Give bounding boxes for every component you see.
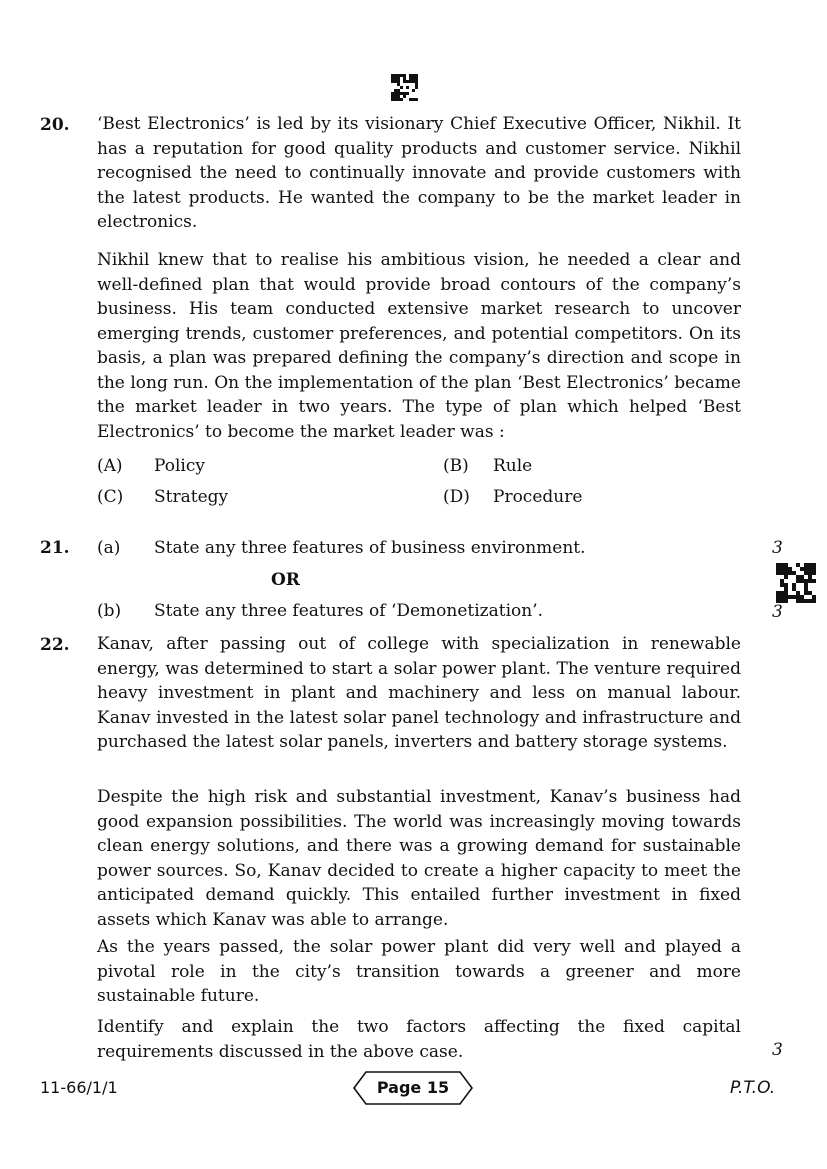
question-22-paragraph-2: Despite the high risk and substantial investment, Kanav’s business had good expansion possibilities. The world was increasingly moving towards clean energy solutions, and there was a growing demand for sustainable power sources. So, Kanav decided to create a higher capacity to meet the anticipated demand quickly. This entailed further investment in fixed assets which Kanav was able to arrange. [97, 787, 741, 930]
or-separator: OR [271, 570, 300, 590]
question-22-paragraph-3: As the years passed, the solar power plant did very well and played a pivotal role in the city’s transition towards a greener and more sustainable future. [97, 937, 741, 1006]
question-21-a-text: State any three features of business environment. [154, 538, 586, 558]
page-number: Page 15 [376, 1078, 450, 1097]
qr-code-icon [776, 563, 816, 603]
page-number-badge [352, 1070, 474, 1106]
question-22-paragraph-4: Identify and explain the two factors affecting the fixed capital requirements discussed in the above case. [97, 1017, 741, 1062]
paper-code: 11-66/1/1 [40, 1078, 118, 1097]
option-d-text: Procedure [493, 487, 583, 507]
question-21-a-label: (a) [97, 538, 121, 558]
option-c-text: Strategy [154, 487, 229, 507]
question-22-marks: 3 [772, 1040, 783, 1060]
option-a-label: (A) [97, 456, 123, 476]
option-b-label: (B) [443, 456, 469, 476]
question-21-b-marks: 3 [772, 602, 783, 622]
question-20-paragraph-2: Nikhil knew that to realise his ambitious vision, he needed a clear and well-defined plan that would provide broad contours of the company’s business. His team conducted extensive market research to uncover emerging trends, customer preferences, and potential competitors. On its basis, a plan was prepared defining the company’s direction and scope in the long run. On the implementation of the plan ‘Best Electronics’ became the market leader in two years. The type of plan which helped ‘Best Electronics’ to become the market leader was : [97, 250, 741, 442]
question-22-number: 22. [40, 635, 70, 655]
option-c-label: (C) [97, 487, 124, 507]
question-21-b-text: State any three features of ‘Demonetization’. [154, 601, 544, 621]
option-d-label: (D) [443, 487, 470, 507]
please-turn-over: P.T.O. [730, 1078, 776, 1098]
question-20-paragraph-1: ‘Best Electronics’ is led by its visionary Chief Executive Officer, Nikhil. It has a reputation for good quality products and customer service. Nikhil recognised the need to continually innovate and provide customers with the latest products. He wanted the company to be the market leader in electronics. [97, 114, 741, 232]
question-21-b-label: (b) [97, 601, 122, 621]
option-b-text: Rule [493, 456, 533, 476]
question-22-paragraph-1: Kanav, after passing out of college with specialization in renewable energy, was determined to start a solar power plant. The venture required heavy investment in plant and machinery and less on manual labour. Kanav invested in the latest solar panel technology and infrastructure and purchased the latest solar panels, inverters and battery storage systems. [97, 634, 741, 752]
option-a-text: Policy [154, 456, 205, 476]
qr-code-icon [391, 74, 418, 101]
question-20-number: 20. [40, 115, 70, 135]
question-21-a-marks: 3 [772, 538, 783, 558]
question-21-number: 21. [40, 538, 70, 558]
